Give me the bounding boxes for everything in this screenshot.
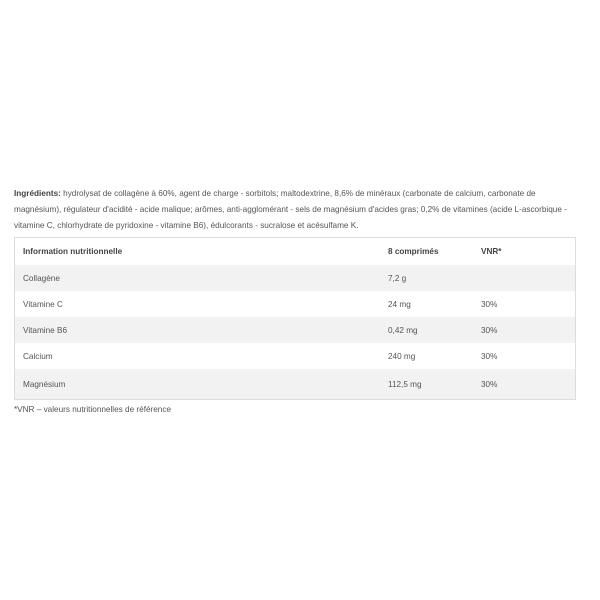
row-amount: 7,2 g (388, 265, 481, 291)
row-name: Magnésium (15, 369, 389, 400)
table-row (15, 343, 576, 369)
table-header-row (15, 238, 576, 266)
row-vnr: 30% (481, 317, 576, 343)
ingredients-text: hydrolysat de collagène à 60%, agent de charge - sorbitols; maltodextrine, 8,6% de minéraux (carbonate de calcium, carbonate de magnésium), régulateur d'acidité - acide malique; arômes, anti-agglomérant - sels de magnésium d'acides gras; 0,2% de vitamines (acide L-ascorbique - vitamine C, chlorhydrate de pyridoxine - vitamine B6), édulcorants - sucralose et acésulfame K. (14, 189, 567, 230)
row-vnr: 30% (481, 299, 498, 309)
product-info (14, 186, 576, 416)
row-amount: 24 mg (388, 299, 411, 309)
header-nutrition-info: Information nutritionnelle (23, 247, 123, 256)
vnr-footnote: *VNR – valeurs nutritionnelles de référence (14, 405, 172, 414)
row-vnr (481, 265, 576, 291)
row-amount: 240 mg (388, 351, 416, 361)
row-name: Calcium (23, 351, 53, 361)
table-row (15, 265, 576, 291)
row-name: Collagène (15, 265, 389, 291)
table-row (15, 369, 576, 400)
ingredients-label: Ingrédients: (14, 189, 61, 198)
ingredients-paragraph (14, 186, 576, 234)
row-vnr: 30% (481, 369, 576, 400)
row-name: Vitamine B6 (15, 317, 389, 343)
row-vnr: 30% (481, 351, 498, 361)
nutrition-table (14, 237, 576, 400)
row-name: Vitamine C (23, 299, 63, 309)
table-row (15, 291, 576, 317)
header-amount: 8 comprimés (388, 247, 439, 256)
header-vnr: VNR* (481, 247, 502, 256)
row-amount: 112,5 mg (388, 369, 481, 400)
table-row (15, 317, 576, 343)
row-amount: 0,42 mg (388, 317, 481, 343)
